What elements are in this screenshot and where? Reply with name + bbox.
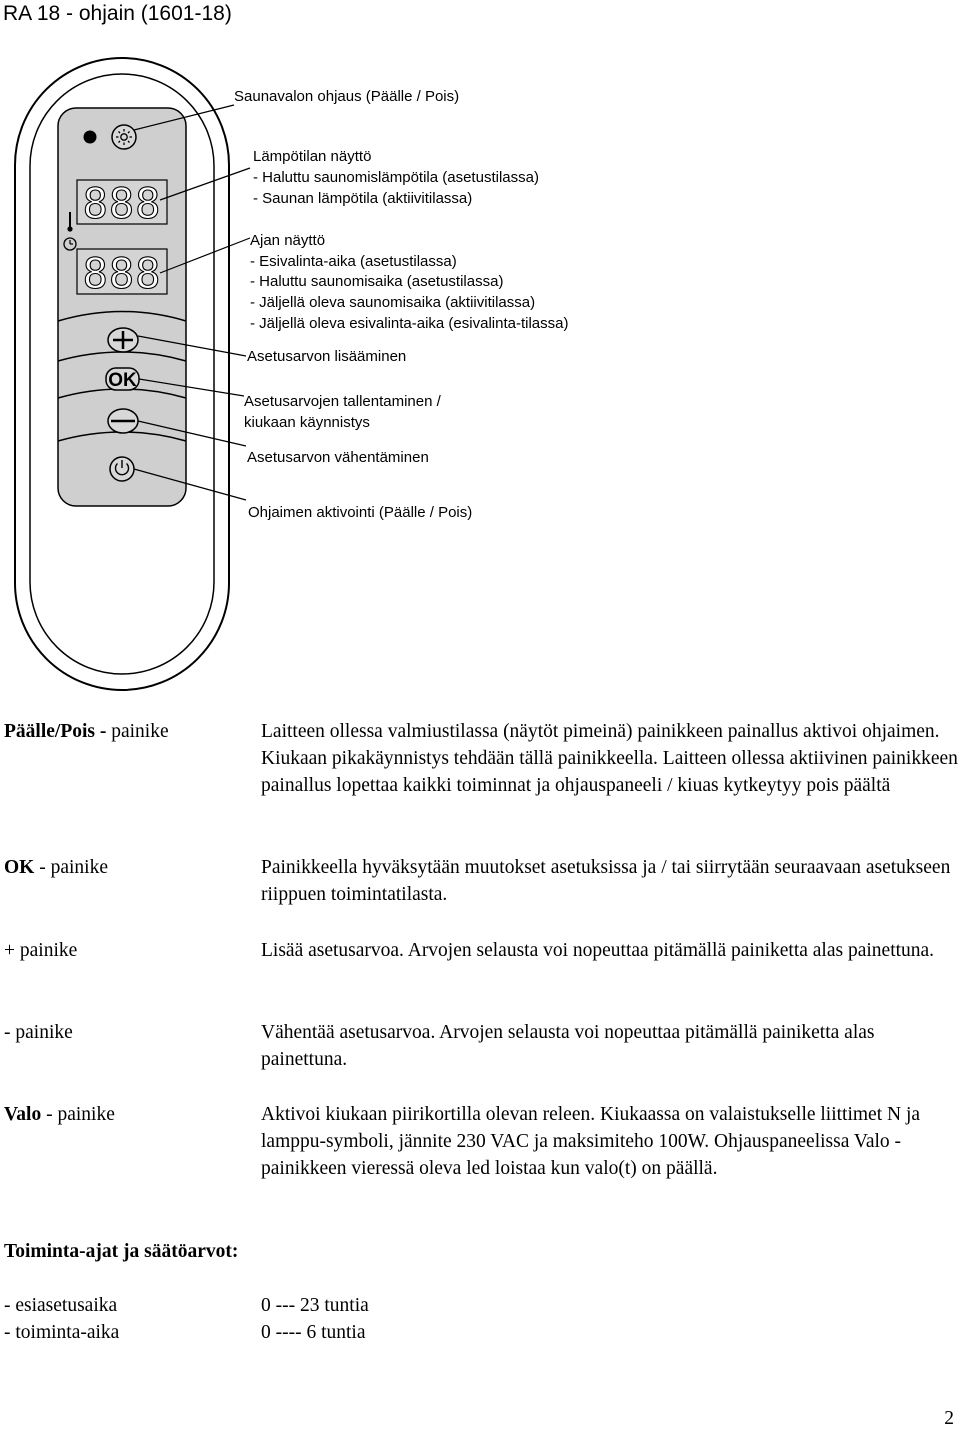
ok-label-line1: Asetusarvojen tallentaminen / [244,393,441,410]
operating-row-key: - toiminta-aika [4,1322,120,1343]
description-term [4,854,108,881]
time-display-label-title: Ajan näyttö [250,232,326,249]
plus-button[interactable] [108,328,138,352]
temperature-display [77,179,167,228]
description-term-rest: - painike [41,1104,115,1125]
description-text: Painikkeella hyväksytään muutokset asetuksissa ja / tai siirrytään seuraavaan asetukseen riippuen toimintatilasta. [261,857,951,905]
light-control-label: Saunavalon ohjaus (Päälle / Pois) [234,88,460,105]
time-display-label-preset: - Esivalinta-aika (asetustilassa) [250,253,457,270]
description-term [4,1101,115,1128]
description-text: Vähentää asetusarvoa. Arvojen selausta voi nopeuttaa pitämällä painiketta alas painettuna. [261,1022,875,1070]
page-number: 2 [944,1408,954,1429]
description-text: Laitteen ollessa valmiustilassa (näytöt pimeinä) painikkeen painallus aktivoi ohjaimen. Kiukaan pikakäynnistys tehdään tällä painikkeella. Laitteen ollessa aktiivinen painikkeen painallus lopettaa kaikki toiminnat ja ohjauspaneeli / kiuas kytkeytyy pois päältä [261,721,958,796]
light-button[interactable] [112,125,136,149]
ok-button[interactable] [106,368,139,391]
description-term-rest: - painike [34,857,108,878]
page-title: RA 18 - ohjain (1601-18) [3,2,232,25]
controller-diagram [0,0,960,700]
minus-label: Asetusarvon vähentäminen [247,449,429,466]
power-button[interactable] [110,457,134,481]
minus-button[interactable] [108,409,138,433]
power-label: Ohjaimen aktivointi (Päälle / Pois) [248,504,473,521]
time-display-label-desired: - Haluttu saunomisaika (asetustilassa) [250,273,504,290]
description-term [4,718,169,745]
operating-row-value: 0 ---- 6 tuntia [261,1322,366,1343]
plus-label: Asetusarvon lisääminen [247,348,407,365]
time-display [77,249,167,298]
time-display-label-remaining: - Jäljellä oleva saunomisaika (aktiivitilassa) [250,294,536,311]
ok-button-label: OK [108,370,137,391]
operating-row-key: - esiasetusaika [4,1295,118,1316]
temperature-display-digits: 888 [82,179,162,228]
description-term [4,1019,73,1046]
operating-row-value: 0 --- 23 tuntia [261,1295,369,1316]
description-term-bold: Valo [4,1104,42,1125]
operating-times-heading: Toiminta-ajat ja säätöarvot: [4,1241,239,1262]
temp-display-label-title: Lämpötilan näyttö [253,148,372,165]
description-term-bold: OK [4,857,35,878]
description-term [4,937,77,964]
description-term-rest: + painike [4,940,78,961]
time-display-label-preset-remaining: - Jäljellä oleva esivalinta-aika (esivalinta-tilassa) [250,315,569,332]
description-term-rest: painike [106,721,169,742]
temp-display-label-desired: - Haluttu saunomislämpötila (asetustilassa) [253,169,539,186]
time-display-digits: 888 [82,249,162,298]
light-led [84,131,97,144]
ok-label-line2: kiukaan käynnistys [244,414,370,431]
description-term-rest: - painike [4,1022,73,1043]
control-panel [58,108,186,506]
description-text: Aktivoi kiukaan piirikortilla olevan releen. Kiukaassa on valaistukselle liittimet N ja lamppu-symboli, jännite 230 VAC ja maksimiteho 100W. Ohjauspaneelissa Valo - painikkeen vieressä oleva led loistaa kun valo(t) on päällä. [261,1104,921,1179]
description-text: Lisää asetusarvoa. Arvojen selausta voi nopeuttaa pitämällä painiketta alas painettuna. [261,940,935,961]
temp-display-label-actual: - Saunan lämpötila (aktiivitilassa) [253,190,473,207]
description-term-bold: Päälle/Pois - [4,721,107,742]
